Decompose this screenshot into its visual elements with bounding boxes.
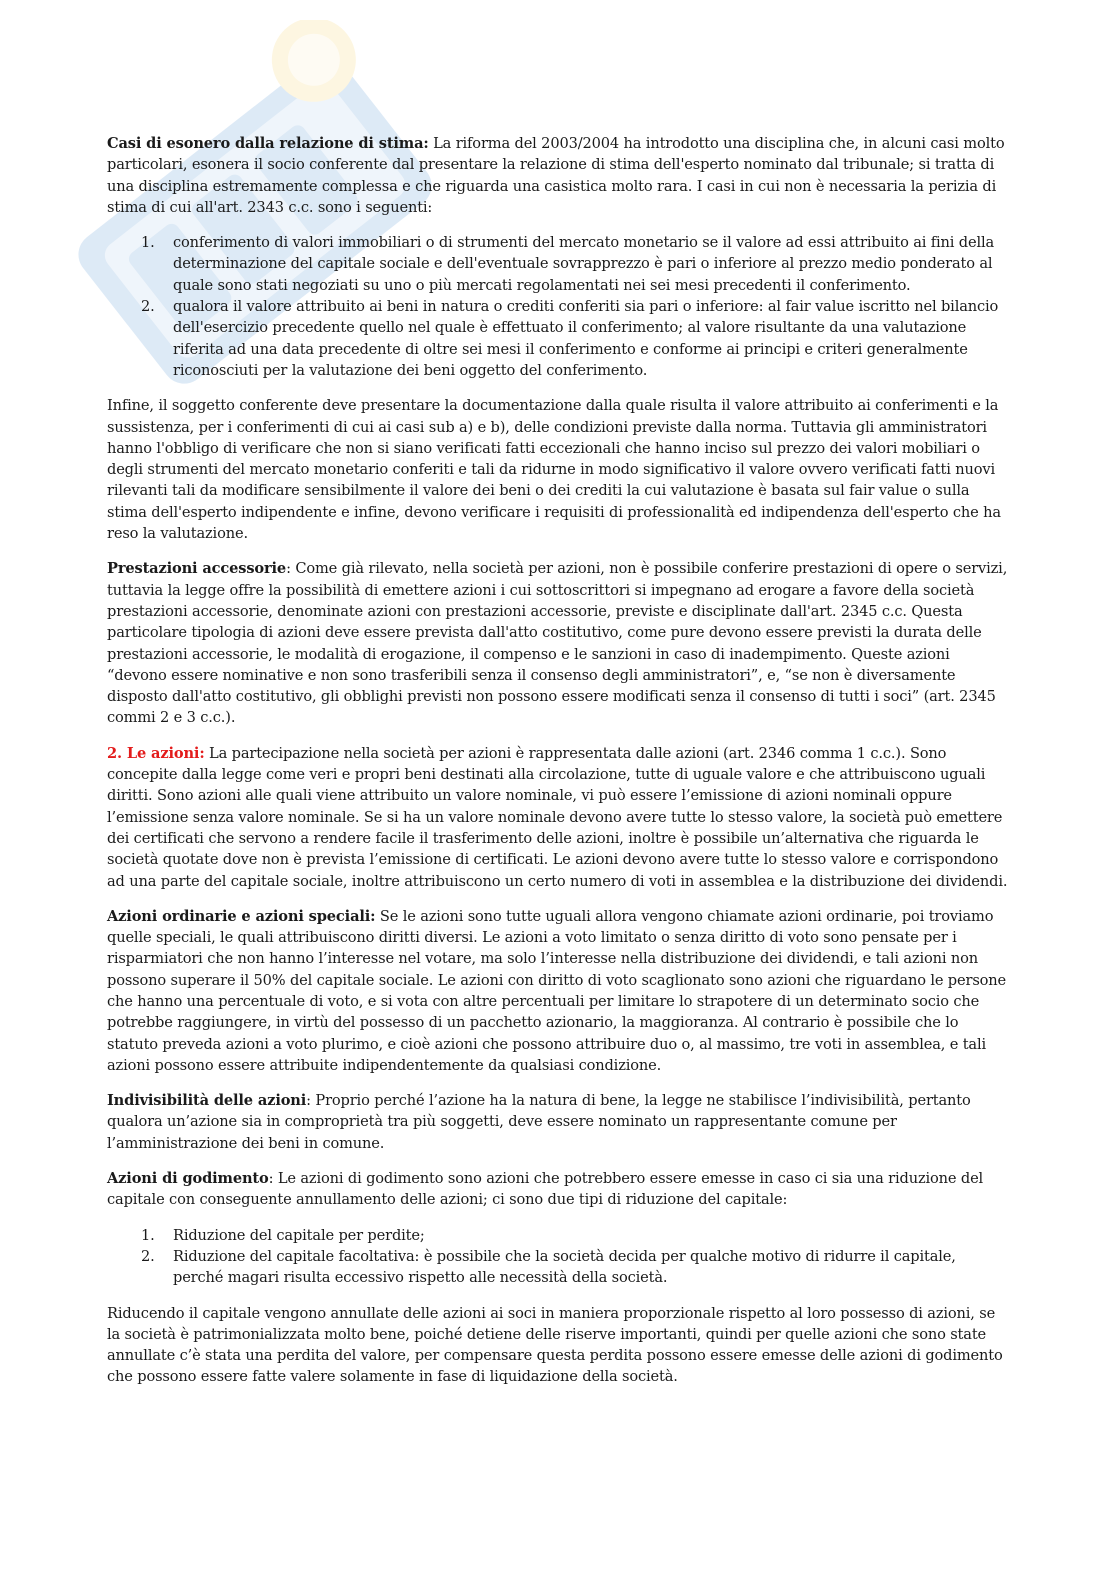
paragraph-casi-esonero [107,133,1010,218]
list-item [107,1225,1010,1246]
heading-prestazioni-accessorie: Prestazioni accessorie [107,560,287,578]
heading-casi-esonero: Casi di esonero dalla relazione di stima: [107,135,429,152]
text-azioni-ordinarie: Se le azioni sono tutte uguali allora vengono chiamate azioni ordinarie, poi troviamo quelle speciali, le quali attribuiscono diritti diversi. Le azioni a voto limitato o senza diritto di voto sono pensate per i risparmiatori che non hanno l’interesse nel votare, ma solo l’interesse nella distribuzione dei dividendi, e tali azioni non possono superare il 50% del capitale sociale. Le azioni con diritto di voto scaglionato sono azioni che riguardano le persone che hanno una percentuale di voto, e si vota con altre percentuali per limitare lo strapotere di un determinato socio che potrebbe raggiungere, in virtù del possesso di un pacchetto azionario, la maggioranza. Al contrario è possibile che lo statuto preveda azioni a voto plurimo, e cioè azioni che possono attribuire duo o, al massimo, tre voti in assemblea, e tali azioni possono essere attribuite indipendentemente da qualsiasi condizione. [107,907,1007,1074]
list-number: 2. [141,298,155,316]
list-item [107,232,1010,296]
list-text: Riduzione del capitale facoltativa: è possibile che la società decida per qualche motivo di ridurre il capitale, perché magari risulta eccessivo rispetto alle necessità della società. [173,1247,956,1287]
heading-indivisibilita: Indivisibilità delle azioni [107,1092,307,1110]
heading-azioni-ordinarie: Azioni ordinarie e azioni speciali: [107,907,376,925]
list-item [107,296,1010,381]
paragraph-azioni-godimento [107,1168,1010,1211]
list-number: 1. [141,234,155,252]
paragraph-infine: Infine, il soggetto conferente deve presentare la documentazione dalla quale risulta il valore attribuito ai conferimenti e la sussistenza, per i conferimenti di cui ai casi sub a) e b), delle condizioni previste dalla norma. Tuttavia gli amministratori hanno l'obbligo di verificare che non si siano verificati fatti eccezionali che hanno inciso sul prezzo dei valori mobiliari o degli strumenti del mercato monetario conferiti e tali da ridurne in modo significativo il valore ovvero verificati fatti nuovi rilevanti tali da modificare sensibilmente il valore dei beni o dei crediti la cui valutazione è basata sul fair value o sulla stima dell'esperto indipendente e infine, devono verificare i requisiti di professionalità ed indipendenza dell'esperto che ha reso la valutazione. [107,397,1001,543]
list-number: 1. [141,1226,155,1244]
list-text: conferimento di valori immobiliari o di strumenti del mercato monetario se il valore ad essi attribuito ai fini della determinazione del capitale sociale e dell'eventuale sovrapprezzo è pari o inferiore al prezzo medio ponderato al quale sono stati negoziati su uno o più mercati regolamentati nei sei mesi precedenti il conferimento. [173,234,995,294]
paragraph-le-azioni [107,743,1010,892]
paragraph-azioni-ordinarie [107,906,1010,1076]
text-azioni-godimento: : Le azioni di godimento sono azioni che potrebbero essere emesse in caso ci sia una riduzione del capitale con conseguente annullamento delle azioni; ci sono due tipi di riduzione del capitale: [107,1170,984,1209]
text-casi-esonero: La riforma del 2003/2004 ha introdotto una disciplina che, in alcuni casi molto particolari, esonera il socio conferente dal presentare la relazione di stima dell'esperto nominato dal tribunale; si tratta di una disciplina estremamente complessa e che riguarda una casistica molto rara. I casi in cui non è necessaria la perizia di stima di cui all'art. 2343 c.c. sono i seguenti: [107,135,1005,216]
text-indivisibilita: : Proprio perché l’azione ha la natura di bene, la legge ne stabilisce l’indivisibilità, pertanto qualora un’azione sia in comproprietà tra più soggetti, deve essere nominato un rappresentante comune per l’amministrazione dei beni in comune. [107,1092,971,1152]
document-page [107,133,1010,1402]
list-text: qualora il valore attribuito ai beni in natura o crediti conferiti sia pari o inferiore: al fair value iscritto nel bilancio dell'esercizio precedente quello nel quale è effettuato il conferimento; al valore risultante da una valutazione riferita ad una data precedente di oltre sei mesi il conferimento e conforme ai principi e criteri generalmente riconosciuti per la valutazione dei beni oggetto del conferimento. [173,298,999,379]
heading-le-azioni: 2. Le azioni: [107,744,205,762]
list-text: Riduzione del capitale per perdite; [173,1226,425,1244]
paragraph-indivisibilita [107,1090,1010,1154]
list-casi-esonero [107,232,1010,381]
heading-azioni-godimento: Azioni di godimento [107,1170,269,1188]
text-prestazioni-accessorie: : Come già rilevato, nella società per azioni, non è possibile conferire prestazioni di opere o servizi, tuttavia la legge offre la possibilità di emettere azioni i cui sottoscrittori si impegnano ad erogare a favore della società prestazioni accessorie, denominate azioni con prestazioni accessorie, previste e disciplinate dall'art. 2345 c.c. Questa particolare tipologia di azioni deve essere prevista dall'atto costitutivo, come pure devono essere previsti la durata delle prestazioni accessorie, le modalità di erogazione, il compenso e le sanzioni in caso di inadempimento. Queste azioni “devono essere nominative e non sono trasferibili senza il consenso degli amministratori”, e, “se non è diversamente disposto dall'atto costitutivo, gli obblighi previsti non possono essere modificati senza il consenso di tutti i soci” (art. 2345 commi 2 e 3 c.c.). [107,560,1008,727]
list-item [107,1246,1010,1289]
text-le-azioni: La partecipazione nella società per azioni è rappresentata dalle azioni (art. 2346 comma 1 c.c.). Sono concepite dalla legge come veri e propri beni destinati alla circolazione, tutte di uguale valore e che attribuiscono uguali diritti. Sono azioni alle quali viene attribuito un valore nominale, vi può essere l’emissione di azioni nominali oppure l’emissione senza valore nominale. Se si ha un valore nominale devono avere tutte lo stesso valore, la società può emettere dei certificati che servono a rendere facile il trasferimento delle azioni, inoltre è possibile un’alternativa che riguarda le società quotate dove non è prevista l’emissione di certificati. Le azioni devono avere tutte lo stesso valore e corrispondono ad una parte del capitale sociale, inoltre attribuiscono un certo numero di voti in assemblea e la distribuzione dei dividendi. [107,744,1008,890]
list-number: 2. [141,1247,155,1265]
list-riduzione-capitale [107,1225,1010,1289]
paragraph-prestazioni-accessorie [107,558,1010,728]
paragraph-riducendo: Riducendo il capitale vengono annullate delle azioni ai soci in maniera proporzionale rispetto al loro possesso di azioni, se la società è patrimonializzata molto bene, poiché detiene delle riserve importanti, quindi per quelle azioni che sono state annullate c’è stata una perdita del valore, per compensare questa perdita possono essere emesse delle azioni di godimento che possono essere fatte valere solamente in fase di liquidazione della società. [107,1304,1003,1386]
